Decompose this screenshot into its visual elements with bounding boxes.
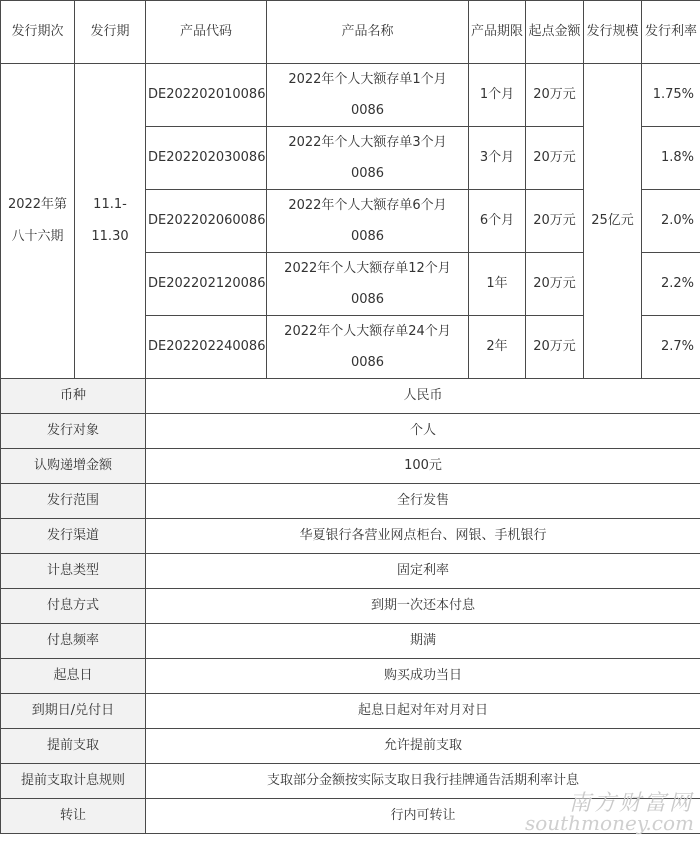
product-name: 2022年个人大额存单12个月0086	[267, 253, 469, 316]
header-period-no: 发行期次	[1, 1, 75, 64]
product-rate: 2.2%	[642, 253, 700, 316]
attribute-value: 固定利率	[146, 554, 700, 589]
attribute-value: 行内可转让	[146, 799, 700, 834]
product-term: 1年	[469, 253, 526, 316]
attribute-label: 付息方式	[1, 589, 146, 624]
header-period: 发行期	[75, 1, 146, 64]
attribute-value: 允许提前支取	[146, 729, 700, 764]
product-term: 1个月	[469, 64, 526, 127]
attribute-label: 计息类型	[1, 554, 146, 589]
product-rate: 1.8%	[642, 127, 700, 190]
attribute-label: 认购递增金额	[1, 449, 146, 484]
attribute-value: 购买成功当日	[146, 659, 700, 694]
attribute-value: 支取部分金额按实际支取日我行挂牌通告活期利率计息	[146, 764, 700, 799]
product-code: DE202202030086	[146, 127, 267, 190]
attribute-label: 币种	[1, 379, 146, 414]
header-row	[1, 1, 700, 64]
product-row	[1, 64, 700, 127]
attribute-row	[1, 694, 700, 729]
attribute-value: 起息日起对年对月对日	[146, 694, 700, 729]
attribute-row	[1, 414, 700, 449]
product-code: DE202202120086	[146, 253, 267, 316]
attribute-label: 转让	[1, 799, 146, 834]
product-code: DE202202060086	[146, 190, 267, 253]
attribute-value: 期满	[146, 624, 700, 659]
attribute-row	[1, 764, 700, 799]
issue-scale: 25亿元	[584, 64, 642, 379]
period-no-cell: 2022年第八十六期	[1, 64, 75, 379]
product-min-amount: 20万元	[526, 253, 584, 316]
header-rate: 发行利率	[642, 1, 700, 64]
product-min-amount: 20万元	[526, 316, 584, 379]
attribute-label: 起息日	[1, 659, 146, 694]
product-min-amount: 20万元	[526, 127, 584, 190]
attribute-row	[1, 589, 700, 624]
product-term: 6个月	[469, 190, 526, 253]
header-code: 产品代码	[146, 1, 267, 64]
attribute-row	[1, 484, 700, 519]
watermark-cn: 南方财富网	[568, 791, 694, 816]
product-name: 2022年个人大额存单6个月0086	[267, 190, 469, 253]
attribute-value: 人民币	[146, 379, 700, 414]
attribute-row	[1, 379, 700, 414]
attribute-label: 到期日/兑付日	[1, 694, 146, 729]
product-code: DE202202010086	[146, 64, 267, 127]
attribute-row	[1, 519, 700, 554]
product-name: 2022年个人大额存单3个月0086	[267, 127, 469, 190]
product-rate: 2.0%	[642, 190, 700, 253]
product-name: 2022年个人大额存单1个月0086	[267, 64, 469, 127]
attribute-row	[1, 729, 700, 764]
product-rate: 2.7%	[642, 316, 700, 379]
attribute-label: 付息频率	[1, 624, 146, 659]
watermark-en: southmoney.com	[524, 811, 694, 835]
header-term: 产品期限	[469, 1, 526, 64]
product-min-amount: 20万元	[526, 64, 584, 127]
header-min: 起点金额	[526, 1, 584, 64]
attribute-row	[1, 449, 700, 484]
attribute-row	[1, 554, 700, 589]
product-term: 2年	[469, 316, 526, 379]
attribute-row	[1, 624, 700, 659]
attribute-value: 100元	[146, 449, 700, 484]
attribute-label: 发行对象	[1, 414, 146, 449]
period-cell: 11.1-11.30	[75, 64, 146, 379]
attribute-value: 全行发售	[146, 484, 700, 519]
attribute-value: 华夏银行各营业网点柜台、网银、手机银行	[146, 519, 700, 554]
header-scale: 发行规模	[584, 1, 642, 64]
product-name: 2022年个人大额存单24个月0086	[267, 316, 469, 379]
attribute-row	[1, 659, 700, 694]
attribute-value: 个人	[146, 414, 700, 449]
product-term: 3个月	[469, 127, 526, 190]
attribute-label: 提前支取计息规则	[1, 764, 146, 799]
attribute-label: 提前支取	[1, 729, 146, 764]
product-min-amount: 20万元	[526, 190, 584, 253]
attribute-label: 发行范围	[1, 484, 146, 519]
attribute-row	[1, 799, 700, 834]
product-code: DE202202240086	[146, 316, 267, 379]
header-name: 产品名称	[267, 1, 469, 64]
attribute-label: 发行渠道	[1, 519, 146, 554]
product-rate: 1.75%	[642, 64, 700, 127]
attribute-value: 到期一次还本付息	[146, 589, 700, 624]
